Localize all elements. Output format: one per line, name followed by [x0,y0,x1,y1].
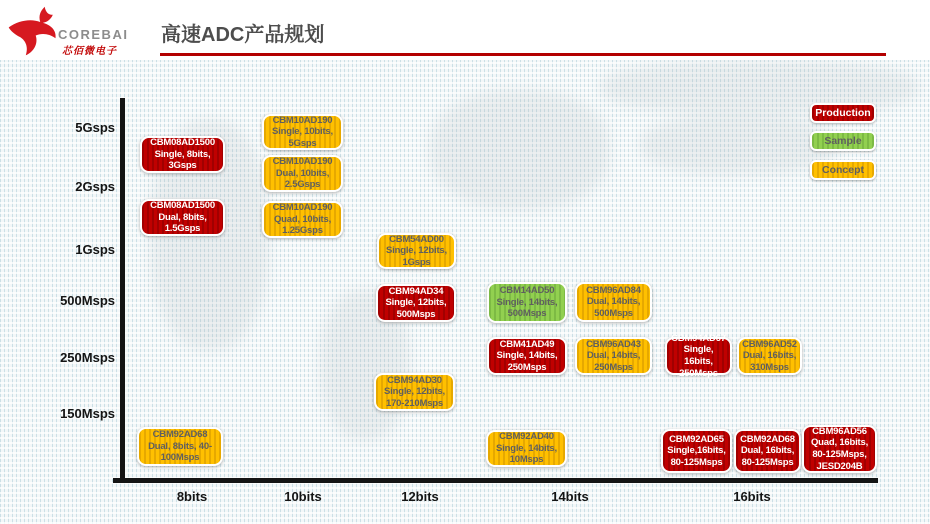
product-spec: Single,16bits, 80-125Msps [667,445,726,468]
product-box-CBM08AD1500 [140,199,225,236]
product-spec: Single, 12bits, 1Gsps [386,245,447,268]
y-tick-5Gsps: 5Gsps [75,120,115,135]
map-watermark [430,90,610,210]
product-box-CBM41AD49 [487,337,567,375]
product-name: CBM10AD190 [272,202,333,214]
product-box-CBM92AD65 [661,429,732,473]
product-spec: Single, 14bits, 500Msps [496,296,558,320]
product-spec: Single, 12bits, 500Msps [385,297,447,320]
product-name: CBM96AD43 [586,338,641,350]
x-axis-line [113,478,878,483]
product-box-CBM10AD190 [262,155,343,192]
product-name: CBM96AD56 [812,425,867,437]
product-box-CBM92AD68 [137,427,223,466]
product-spec: Dual, 14bits, 250Msps [586,350,641,373]
product-name: CBM08AD1500 [150,137,215,149]
y-tick-2Gsps: 2Gsps [75,179,115,194]
product-box-CBM14AD50 [487,282,567,323]
product-name: CBM94AD30 [387,374,442,386]
x-tick-8bits: 8bits [176,489,208,504]
product-box-CBM96AD84 [575,282,652,322]
x-tick-16bits: 16bits [733,489,771,504]
product-spec: Single, 12bits, 170-210Msps [384,386,445,409]
product-spec: Quad, 10bits, 1.25Gsps [273,213,332,237]
product-box-CBM96AD43 [575,337,652,375]
product-name: CBM10AD190 [272,156,333,168]
brand-text: COREBAI [58,27,129,42]
product-spec: Single, 16bits, 250Msps [679,344,718,379]
product-name: CBM92AD65 [669,433,724,445]
product-box-CBM96AD56 [802,425,877,473]
product-box-CBM92AD68 [734,429,801,473]
product-name: CBM92AD40 [499,431,554,443]
product-name: CBM96AD84 [586,284,641,296]
y-tick-500Msps: 500Msps [60,293,115,308]
product-box-CBM94AD67 [665,332,732,379]
product-box-CBM08AD1500 [140,136,225,173]
product-box-CBM10AD190 [262,201,343,238]
product-spec: Dual, 10bits, 2.5Gsps [275,167,330,191]
product-box-CBM96AD52 [737,337,802,375]
product-spec: Single, 14bits, 250Msps [496,350,558,373]
product-name: CBM96AD52 [742,338,797,350]
product-name: CBM08AD1500 [150,200,215,212]
product-spec: Dual, 8bits, 40-100Msps [148,440,212,464]
product-name: CBM41AD49 [499,338,555,350]
legend-concept [810,160,876,180]
legend-label: Concept [822,164,864,176]
legend-sample [810,131,876,151]
product-spec: Single, 8bits, 3Gsps [154,148,211,172]
legend-production [810,103,876,123]
product-name: CBM92AD68 [152,429,208,441]
x-tick-14bits: 14bits [551,489,589,504]
y-tick-150Msps: 150Msps [60,406,115,421]
product-spec: Dual, 14bits, 500Msps [586,296,641,319]
product-name: CBM92AD68 [740,433,795,445]
brand-subtext: 芯佰微电子 [62,46,117,57]
product-name: CBM94AD34 [388,285,444,297]
product-spec: Dual, 16bits, 80-125Msps [740,445,795,468]
product-spec: Single, 14bits, 10Msps [496,442,557,466]
product-name: CBM14AD50 [499,285,555,297]
product-box-CBM94AD30 [374,373,455,411]
y-axis-line [120,98,125,483]
legend-label: Production [815,107,871,119]
y-tick-250Msps: 250Msps [60,350,115,365]
legend-label: Sample [824,135,862,147]
page-title: 高速ADC产品规划 [161,24,325,46]
title-underline [160,53,886,56]
corebai-logo-icon [6,4,60,58]
y-tick-1Gsps: 1Gsps [75,242,115,257]
product-box-CBM94AD34 [376,284,456,322]
product-box-CBM92AD40 [486,430,567,467]
product-name: CBM54AD00 [389,233,444,245]
x-tick-10bits: 10bits [284,489,322,504]
header [0,0,930,60]
product-name: CBM10AD190 [272,114,333,126]
x-tick-12bits: 12bits [401,489,439,504]
product-spec: Dual, 16bits, 310Msps [742,350,797,373]
product-box-CBM10AD190 [262,114,343,150]
chart-area [0,60,930,524]
product-box-CBM54AD00 [377,233,456,269]
product-spec: Single, 10bits, 5Gsps [272,126,333,149]
product-spec: Quad, 16bits, 80-125Msps, [810,437,869,460]
product-spec: Dual, 8bits, 1.5Gsps [158,211,207,235]
product-name: CBM94AD67 [671,332,726,344]
product-extra: JESD204B [816,460,863,472]
